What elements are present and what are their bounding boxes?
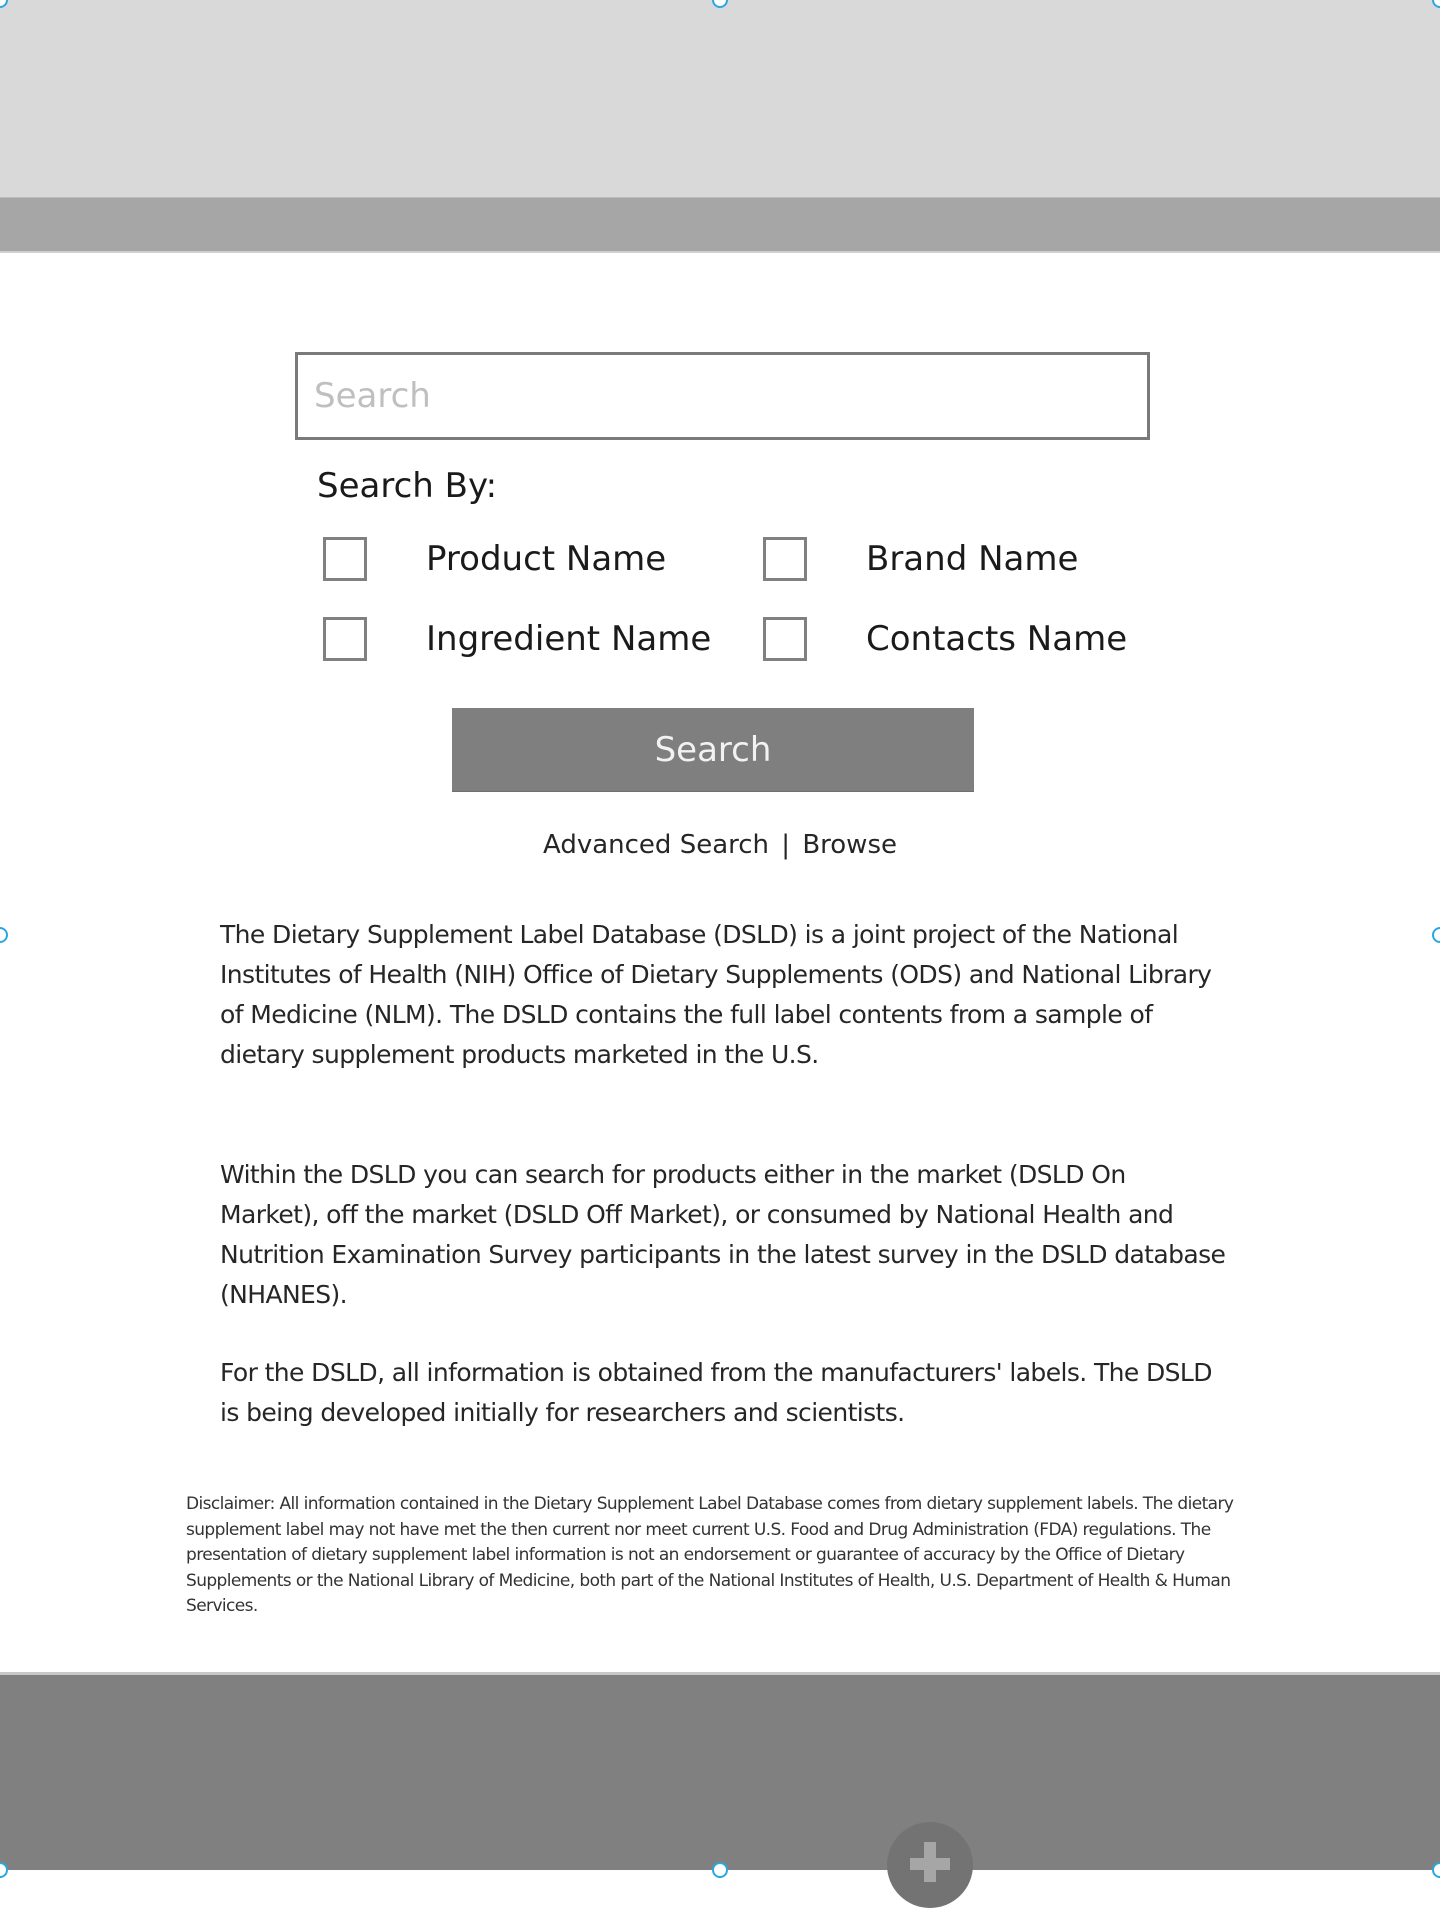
footer <box>0 1672 1440 1870</box>
browse-link[interactable]: Browse <box>802 830 897 860</box>
header-banner <box>0 0 1440 197</box>
intro-paragraph: The Dietary Supplement Label Database (DSLD) is a joint project of the National Institutes of Health (NIH) Office of Dietary Supplements (ODS) and National Library of Medicine (NLM). The DSLD contains the full label contents from a sample of dietary supplement products marketed in the U.S. <box>220 920 1212 1069</box>
disclaimer-text: Disclaimer: All information contained in the Dietary Supplement Label Database comes from dietary supplement labels. The dietary supplement label may not have met the then current nor meet current U.S. Food and Drug Administration (FDA) regulations. The presentation of dietary supplement label information is not an endorsement or guarantee of accuracy by the Office of Dietary Supplements or the National Library of Medicine, both part of the National Institutes of Health, U.S. Department of Health & Human Services. <box>186 1494 1234 1616</box>
add-button[interactable] <box>887 1822 973 1908</box>
search-button[interactable]: Search <box>452 708 974 792</box>
brand-name-label: Brand Name <box>866 539 1079 579</box>
product-name-checkbox[interactable] <box>323 537 367 581</box>
link-separator: | <box>781 830 791 860</box>
source-paragraph: For the DSLD, all information is obtained from the manufacturers' labels. The DSLD is being developed initially for researchers and scientists. <box>220 1358 1212 1427</box>
selection-handle-right[interactable] <box>1432 927 1440 943</box>
product-name-label: Product Name <box>426 539 667 579</box>
navigation-bar <box>0 197 1440 253</box>
search-by-label: Search By: <box>317 466 498 506</box>
ingredient-name-checkbox[interactable] <box>323 617 367 661</box>
selection-handle-bottom-right[interactable] <box>1432 1862 1440 1878</box>
search-input[interactable] <box>295 352 1150 440</box>
contacts-name-label: Contacts Name <box>866 619 1128 659</box>
ingredient-name-label: Ingredient Name <box>426 619 712 659</box>
brand-name-checkbox[interactable] <box>763 537 807 581</box>
market-paragraph: Within the DSLD you can search for products either in the market (DSLD On Market), off the market (DSLD Off Market), or consumed by National Health and Nutrition Examination Survey participants in the latest survey in the DSLD database (NHANES). <box>220 1160 1226 1309</box>
contacts-name-checkbox[interactable] <box>763 617 807 661</box>
selection-handle-bottom[interactable] <box>712 1862 728 1878</box>
selection-handle-left[interactable] <box>0 927 8 943</box>
search-links <box>0 830 1440 860</box>
advanced-search-link[interactable]: Advanced Search <box>543 830 770 860</box>
